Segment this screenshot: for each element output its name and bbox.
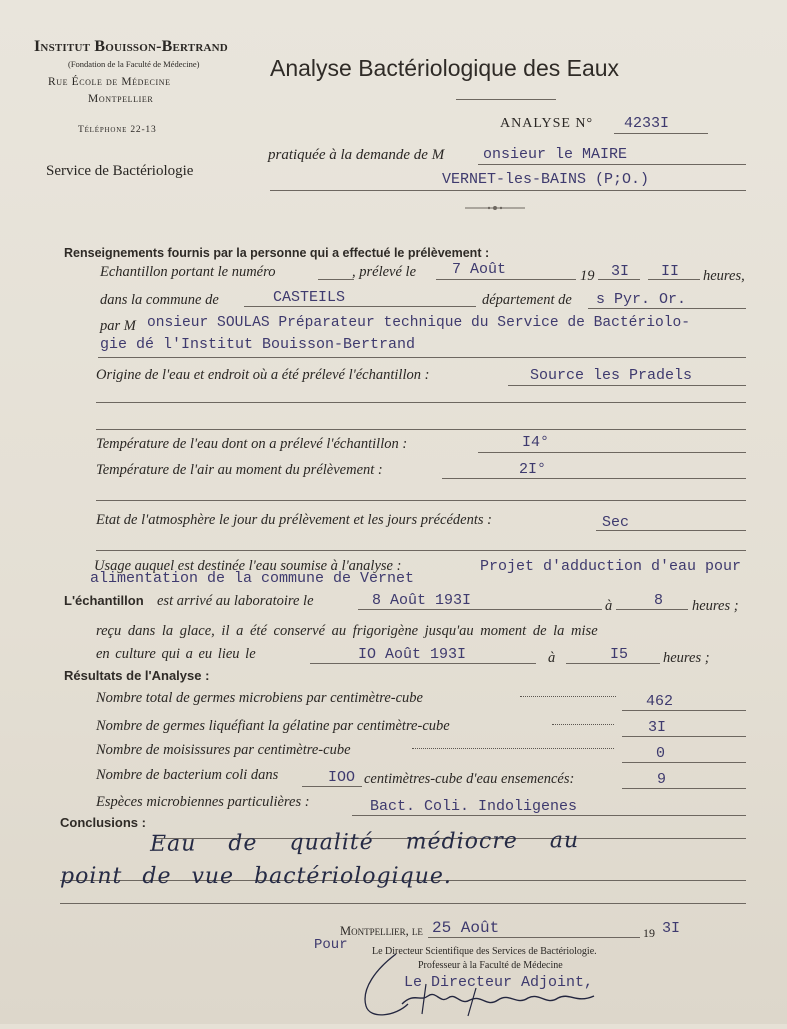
culture-date-rule <box>310 663 536 664</box>
title-rule <box>456 99 556 100</box>
origine-label: Origine de l'eau et endroit où a été prélevé l'échantillon : <box>96 367 430 383</box>
temp-air-value: 2I° <box>519 461 547 478</box>
recu-line: reçu dans la glace, il a été conservé au frigorigène jusqu'au moment de la mise <box>96 623 598 639</box>
culture-hour-rule <box>566 663 660 664</box>
par-label: par M <box>100 318 136 334</box>
commune-rule <box>244 306 476 307</box>
analyse-number: 4233I <box>624 115 670 132</box>
coli-rule <box>622 788 746 789</box>
place-label: Montpellier, le <box>340 924 423 938</box>
temp-air-rule <box>442 478 746 479</box>
par-line1: onsieur SOULAS Préparateur technique du Service de Bactériolo- <box>147 315 690 331</box>
coli-volume: IOO <box>328 769 356 786</box>
signature-year: 3I <box>662 920 681 937</box>
demande-value: onsieur le MAIRE <box>483 146 628 163</box>
page-title: Analyse Bactériologique des Eaux <box>270 55 620 81</box>
moisissures-dots <box>412 748 614 749</box>
resultats-heading: Résultats de l'Analyse : <box>64 668 210 683</box>
arrival-hour: 8 <box>654 592 664 609</box>
par-line2: gie dé l'Institut Bouisson-Bertrand <box>100 336 416 353</box>
preleve-label: , prélevé le <box>352 264 417 280</box>
germes-total-value: 462 <box>646 693 674 710</box>
telephone: Téléphone 22-13 <box>78 125 157 135</box>
preleve-date: 7 Août <box>452 261 507 278</box>
usage-label: Usage auquel est destinée l'eau soumise à l'analyse : <box>94 558 402 574</box>
pour-label: Pour <box>314 937 348 953</box>
liquefiant-rule <box>622 736 746 737</box>
location-value: VERNET-les-BAINS (P;O.) <box>442 171 650 188</box>
analyse-label: ANALYSE N° <box>500 116 594 131</box>
coli-label-b: centimètres-cube d'eau ensemencés: <box>364 771 575 787</box>
especes-rule <box>352 815 746 816</box>
year-rule <box>598 279 640 280</box>
conclusions-line2: point de vue bactériologique. <box>60 864 452 889</box>
numero-rule <box>318 279 354 280</box>
conclusions-line1: Eau de qualité médiocre au <box>149 828 580 857</box>
origine-rule-3 <box>96 429 746 430</box>
etat-rule <box>596 530 746 531</box>
usage-line2: alimentation de la commune de Vernet <box>90 570 415 587</box>
origine-rule <box>508 385 746 386</box>
handwritten-signature <box>356 944 616 1024</box>
germes-total-dots <box>520 696 616 697</box>
service-name: Service de Bactériologie <box>46 163 194 179</box>
coli-volume-rule <box>302 786 362 787</box>
moisissures-label: Nombre de moisissures par centimètre-cube <box>96 742 351 758</box>
moisissures-value: 0 <box>656 745 666 762</box>
commune-value: CASTEILS <box>273 289 346 306</box>
coli-label-a: Nombre de bacterium coli dans <box>96 767 279 783</box>
director-line1: Le Directeur Scientifique des Services de Bactériologie. <box>372 946 597 957</box>
moisissures-rule <box>622 762 746 763</box>
departement-value: s Pyr. Or. <box>596 291 687 308</box>
demande-rule <box>478 164 746 165</box>
culture-label: en culture qui a eu lieu le <box>96 646 256 662</box>
etat-value: Sec <box>602 514 630 531</box>
location-rule <box>270 190 746 191</box>
etat-rule-2 <box>96 550 746 551</box>
etat-label: Etat de l'atmosphère le jour du prélèvement et les jours précédents : <box>96 512 492 528</box>
usage-line1: Projet d'adduction d'eau pour <box>480 558 742 575</box>
origine-value: Source les Pradels <box>530 367 693 384</box>
especes-value: Bact. Coli. Indoligenes <box>370 798 578 815</box>
departement-label: département de <box>482 292 572 308</box>
conclusions-label: Conclusions : <box>60 815 146 830</box>
temp-eau-rule <box>478 452 746 453</box>
arrival-label-rest: est arrivé au laboratoire le <box>157 593 314 609</box>
conclusions-rule-3 <box>60 903 746 904</box>
city: Montpellier <box>88 93 154 105</box>
ornament <box>465 200 525 210</box>
institute-name: Institut Bouisson-Bertrand <box>34 38 228 55</box>
arrival-hour-rule <box>616 609 688 610</box>
arrival-date-rule <box>358 609 602 610</box>
arrival-heures: heures ; <box>692 598 739 614</box>
temp-air-label: Température de l'air au moment du prélèvement : <box>96 462 383 478</box>
street-address: Rue École de Médecine <box>48 76 171 88</box>
arrival-a: à <box>605 598 613 614</box>
germes-total-label: Nombre total de germes microbiens par centimètre-cube <box>96 690 423 706</box>
liquefiant-dots <box>552 724 614 725</box>
signature-year-prefix: 19 <box>643 926 655 940</box>
temp-eau-label: Température de l'eau dont on a prélevé l'échantillon : <box>96 436 408 452</box>
renseignements-heading: Renseignements fournis par la personne qui a effectué le prélèvement : <box>64 246 490 260</box>
director-line2: Professeur à la Faculté de Médecine <box>418 960 563 971</box>
culture-hour: I5 <box>610 646 629 663</box>
demande-label: pratiquée à la demande de M <box>268 147 445 163</box>
year-prefix: 19 <box>580 268 595 284</box>
echantillon-label: Echantillon portant le numéro <box>100 264 276 280</box>
departement-rule <box>588 308 746 309</box>
preleve-year: 3I <box>611 263 630 280</box>
culture-a: à <box>548 650 556 666</box>
liquefiant-value: 3I <box>648 719 667 736</box>
especes-label: Espèces microbiennes particulières : <box>96 794 310 810</box>
preleve-hour: II <box>661 263 680 280</box>
arrival-date: 8 Août 193I <box>372 592 472 609</box>
temp-eau-value: I4° <box>522 434 550 451</box>
signature-date: 25 Août <box>432 919 500 937</box>
heures-label: heures, <box>703 268 745 284</box>
foundation-note: (Fondation de la Faculté de Médecine) <box>68 59 200 69</box>
commune-label: dans la commune de <box>100 292 219 308</box>
coli-value: 9 <box>657 771 667 788</box>
culture-heures: heures ; <box>663 650 710 666</box>
date-rule <box>436 279 576 280</box>
liquefiant-label: Nombre de germes liquéfiant la gélatine par centimètre-cube <box>96 718 450 734</box>
temp-air-rule-2 <box>96 500 746 501</box>
origine-rule-2 <box>96 402 746 403</box>
signature-date-rule <box>428 937 640 938</box>
arrival-label: L'échantillon <box>64 593 144 608</box>
analyse-rule <box>614 133 708 134</box>
germes-total-rule <box>622 710 746 711</box>
culture-date: IO Août 193I <box>358 646 467 663</box>
hour-rule <box>648 279 700 280</box>
par-rule <box>98 357 746 358</box>
adjoint-label: Le Directeur Adjoint, <box>404 974 594 991</box>
